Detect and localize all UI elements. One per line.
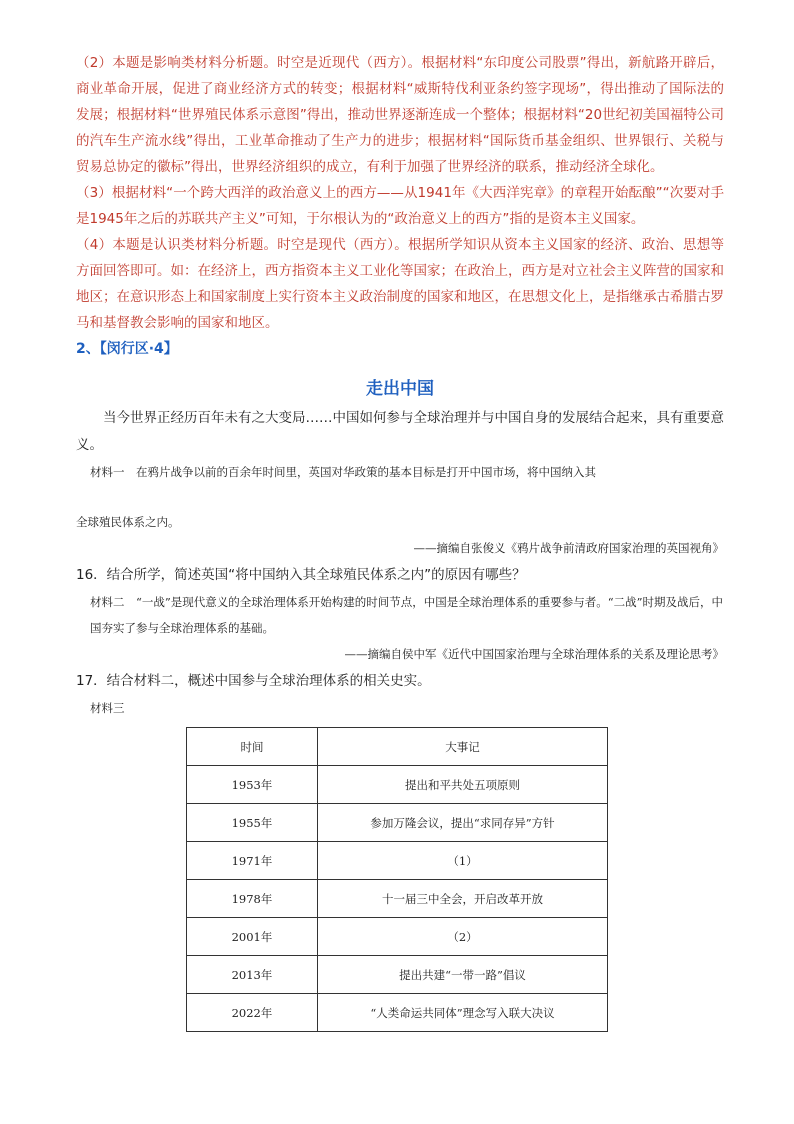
events-table	[186, 727, 608, 1032]
row-event: 提出共建“一带一路”倡议	[318, 956, 608, 994]
row-event: 提出和平共处五项原则	[318, 766, 608, 804]
page-title: 走出中国	[366, 379, 434, 399]
row-event: （1）	[318, 842, 608, 880]
row-year: 1971年	[187, 842, 318, 880]
table-row	[187, 766, 608, 804]
material-2: 材料二 “一战”是现代意义的全球治理体系开始构建的时间节点，中国是全球治理体系的重要参与者。“二战”时期及战后，中国夯实了参与全球治理体系的基础。	[90, 595, 724, 635]
question-17: 17．结合材料二，概述中国参与全球治理体系的相关史实。	[76, 673, 431, 689]
row-year: 2022年	[187, 994, 318, 1032]
row-year: 1978年	[187, 880, 318, 918]
row-event: 参加万隆会议，提出“求同存异”方针	[318, 804, 608, 842]
answer-3: （3）根据材料“一个跨大西洋的政治意义上的西方——从1941年《大西洋宪章》的章程开始酝酿”“次要对手是1945年之后的苏联共产主义”可知，于尔根认为的“政治意义上的西方”指的是资本主义国家。	[76, 185, 724, 227]
header-events: 大事记	[318, 728, 608, 766]
row-year: 1955年	[187, 804, 318, 842]
question-header: 2、【闵行区·4】	[76, 341, 178, 357]
row-year: 2001年	[187, 918, 318, 956]
table-row	[187, 842, 608, 880]
table-row	[187, 804, 608, 842]
question-16: 16．结合所学，简述英国“将中国纳入其全球殖民体系之内”的原因有哪些？	[76, 567, 526, 583]
header-time: 时间	[187, 728, 318, 766]
material-1-source: ——摘编自张俊义《鸦片战争前清政府国家治理的英国视角》	[413, 541, 724, 555]
material-2-source: ——摘编自侯中军《近代中国国家治理与全球治理体系的关系及理论思考》	[344, 647, 724, 661]
table-row	[187, 956, 608, 994]
row-event: “人类命运共同体”理念写入联大决议	[318, 994, 608, 1032]
answer-section	[76, 50, 724, 336]
table-row	[187, 880, 608, 918]
table-header-row	[187, 728, 608, 766]
row-event: （2）	[318, 918, 608, 956]
intro-paragraph: 当今世界正经历百年未有之大变局……中国如何参与全球治理并与中国自身的发展结合起来，具有重要意义。	[76, 410, 724, 453]
table-row	[187, 994, 608, 1032]
table-row	[187, 918, 608, 956]
row-year: 2013年	[187, 956, 318, 994]
answer-4: （4）本题是认识类材料分析题。时空是现代（西方）。根据所学知识从资本主义国家的经济、政治、思想等方面回答即可。如：在经济上，西方指资本主义工业化等国家；在政治上，西方是对立社会主义阵营的国家和地区；在意识形态上和国家制度上实行资本主义政治制度的国家和地区，在思想文化上，是指继承古希腊古罗马和基督教会影响的国家和地区。	[76, 237, 724, 331]
page	[76, 50, 724, 1032]
row-event: 十一届三中全会，开启改革开放	[318, 880, 608, 918]
material-3-label: 材料三	[90, 701, 125, 715]
row-year: 1953年	[187, 766, 318, 804]
answer-2: （2）本题是影响类材料分析题。时空是近现代（西方）。根据材料“东印度公司股票”得出，新航路开辟后，商业革命开展，促进了商业经济方式的转变；根据材料“威斯特伐利亚条约签字现场”，得出推动了国际法的发展；根据材料“世界殖民体系示意图”得出，推动世界逐渐连成一个整体；根据材料“20世纪初美国福特公司的汽车生产流水线”得出，工业革命推动了生产力的进步；根据材料“国际货币基金组织、世界银行、关税与贸易总协定的徽标”得出，世界经济组织的成立，有利于加强了世界经济的联系，推动经济全球化。	[76, 55, 724, 175]
material-1-line-2: 全球殖民体系之内。	[76, 515, 180, 529]
material-1-line-1: 材料一 在鸦片战争以前的百余年时间里，英国对华政策的基本目标是打开中国市场，将中国纳入其	[90, 465, 596, 479]
